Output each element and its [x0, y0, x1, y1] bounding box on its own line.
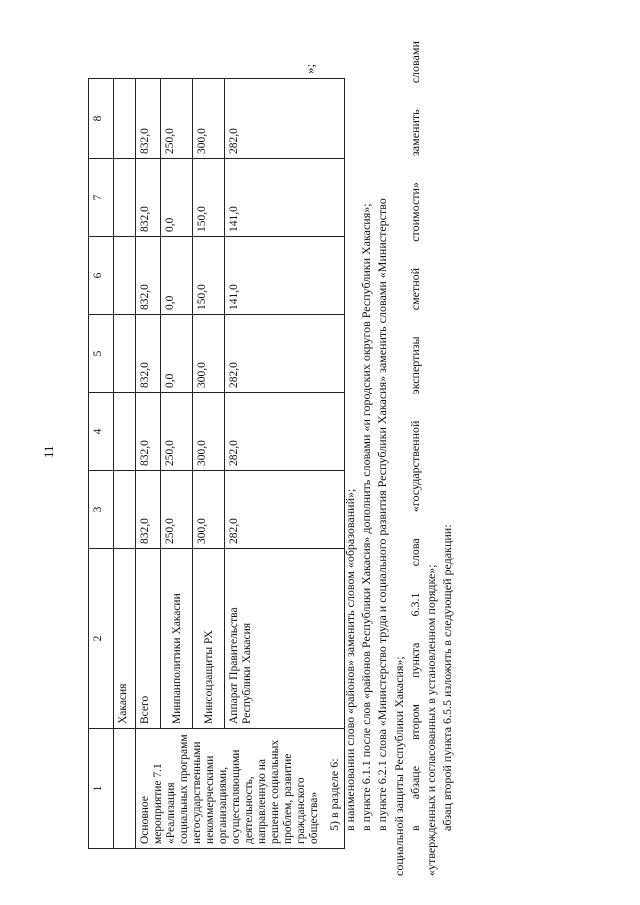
paragraph: в наименовании слово «районов» заменить словом «образований»;	[343, 488, 357, 831]
value-cell: 150,0	[193, 159, 225, 237]
word: словами	[408, 41, 422, 84]
value-cell: 250,0	[161, 393, 193, 471]
paragraph: абзац второй пункта 6.5.5 изложить в следующей редакции:	[440, 524, 454, 831]
activity-cell: Основное мероприятие 7.1 «Реализация социальных программ негосударственными некоммерческими организациями, осуществляющими деятельность, направленную на решение социальных проблем, развитие гражданского общества»	[136, 729, 345, 849]
header-cell: 8	[89, 79, 114, 159]
table-cell	[114, 159, 136, 237]
value-cell: 0,0	[161, 159, 193, 237]
value-cell: 300,0	[193, 79, 225, 159]
value-cell: 832,0	[136, 393, 161, 471]
value-cell: 150,0	[193, 237, 225, 315]
value-cell: 282,0	[225, 471, 345, 549]
word: «государственной	[408, 420, 422, 513]
value-cell: 300,0	[193, 393, 225, 471]
table-cell	[114, 315, 136, 393]
table-cell	[114, 393, 136, 471]
word: абзаце	[408, 765, 422, 800]
program-table	[88, 78, 345, 849]
value-cell: 141,0	[225, 159, 345, 237]
value-cell: 282,0	[225, 79, 345, 159]
page-number: 11	[41, 445, 56, 458]
table-cell	[114, 237, 136, 315]
word: в	[408, 825, 422, 831]
value-cell: 141,0	[225, 237, 345, 315]
paragraph-justified	[407, 41, 423, 831]
table-row	[136, 79, 161, 849]
value-cell: 250,0	[161, 79, 193, 159]
paragraph: в пункте 6.1.1 после слов «районов Республики Хакасия» дополнить словами «и городских округов Республики Хакасия»;	[359, 203, 373, 831]
value-cell: 0,0	[161, 315, 193, 393]
value-cell: 282,0	[225, 393, 345, 471]
table-cell-region: Хакасия	[114, 549, 136, 729]
executor-cell: Аппарат Правительства Республики Хакасия	[225, 549, 345, 729]
word: сметной	[408, 267, 422, 311]
value-cell: 300,0	[193, 315, 225, 393]
word: экспертизы	[408, 336, 422, 395]
header-cell: 2	[89, 549, 114, 729]
executor-cell: Минсоцзащиты РХ	[193, 549, 225, 729]
header-cell: 5	[89, 315, 114, 393]
header-cell: 1	[89, 729, 114, 849]
value-cell: 0,0	[161, 237, 193, 315]
value-cell: 300,0	[193, 471, 225, 549]
value-cell: 832,0	[136, 159, 161, 237]
paragraph-continuation: «утвержденных и согласованных в установленном порядке»;	[424, 564, 438, 876]
table-closing-quote: »;	[302, 63, 317, 74]
value-cell: 832,0	[136, 315, 161, 393]
table-cell	[114, 729, 136, 849]
word: заменить	[408, 109, 422, 156]
word: пункта	[408, 642, 422, 678]
executor-cell: Минпанполитики Хакасии	[161, 549, 193, 729]
table-row	[114, 79, 136, 849]
word: слова	[408, 538, 422, 567]
paragraph: в пункте 6.2.1 слова «Министерство труда и социального развития Республики Хакасия» заменить словами «Министерство	[375, 198, 389, 831]
header-cell: 6	[89, 237, 114, 315]
executor-cell: Всего	[136, 549, 161, 729]
header-cell: 7	[89, 159, 114, 237]
value-cell: 250,0	[161, 471, 193, 549]
word: стоимости»	[408, 182, 422, 242]
value-cell: 832,0	[136, 79, 161, 159]
word: втором	[408, 704, 422, 740]
word: 6.3.1	[408, 592, 422, 617]
value-cell: 832,0	[136, 471, 161, 549]
value-cell: 832,0	[136, 237, 161, 315]
table-header-row	[89, 79, 114, 849]
header-cell: 4	[89, 393, 114, 471]
paragraph: 5) в разделе 6:	[327, 758, 341, 831]
value-cell: 282,0	[225, 315, 345, 393]
paragraph-continuation: социальной защиты Республики Хакасия»;	[392, 656, 406, 876]
table-cell	[114, 79, 136, 159]
header-cell: 3	[89, 471, 114, 549]
table-cell	[114, 471, 136, 549]
